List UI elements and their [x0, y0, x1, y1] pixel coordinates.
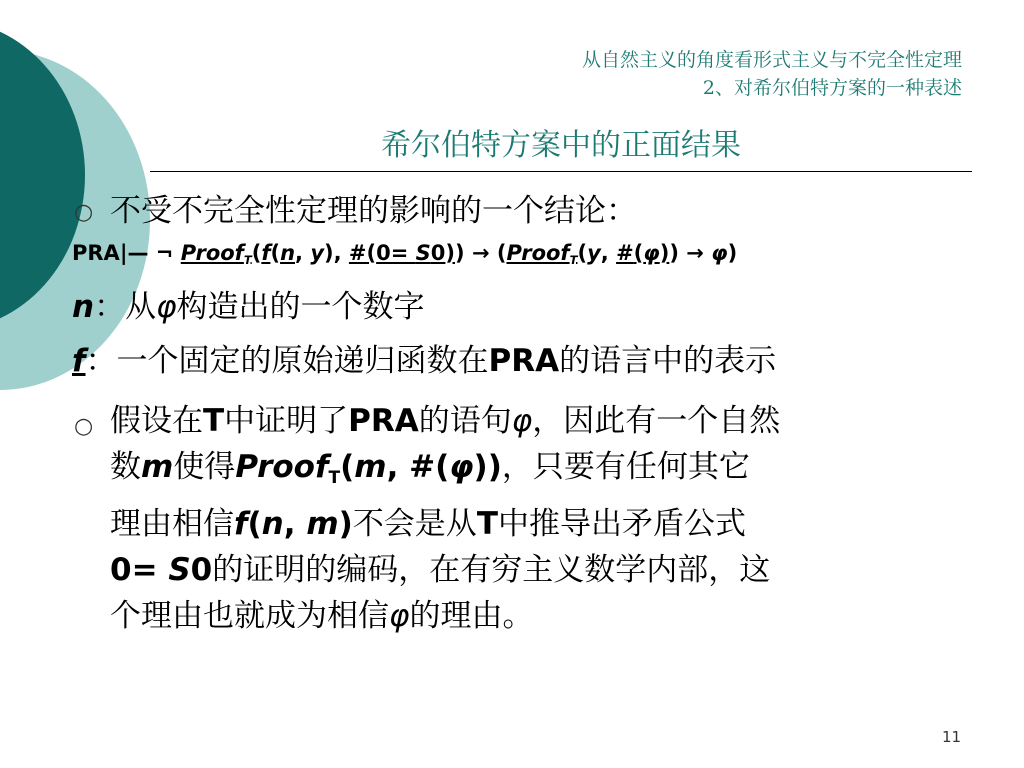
bullet-marker-2-icon: ○ — [74, 414, 94, 439]
slide-header — [582, 46, 962, 102]
bullet-marker-1-icon: ○ — [74, 200, 94, 225]
header-line-1: 从自然主义的角度看形式主义与不完全性定理 — [581, 49, 962, 71]
formula-code-1: #(0= S0) — [348, 241, 456, 265]
page-number: 11 — [942, 728, 962, 746]
para-line-3: 理由相信f(n, m)不会是从T中推导出矛盾公式 — [110, 505, 746, 542]
formula-arrow-1: → — [471, 241, 490, 265]
phi-symbol: φ — [156, 289, 177, 325]
formula-pra: PRA| — [72, 241, 128, 265]
para-line-4: 0= S0的证明的编码，在有穷主义数学内部，这 — [110, 551, 771, 588]
para-line-1: 假设在T中证明了PRA的语句φ，因此有一个自然 — [110, 403, 781, 439]
slide-title: 希尔伯特方案中的正面结果 — [381, 128, 741, 163]
header-line-2: 2、对希尔伯特方案的一种表述 — [702, 77, 962, 99]
formula-n: n — [280, 241, 296, 265]
bullet-1-text: 不受不完全性定理的影响的一个结论： — [110, 193, 637, 229]
formula-proof-2: Proof$_T$ — [506, 241, 578, 268]
formula-code-2: #(φ) — [616, 241, 670, 265]
para-line-2: 数m使得Proof$_T$(m, #(φ))，只要有任何其它 — [110, 449, 750, 488]
formula-turnstile-dash: — — [127, 241, 149, 265]
bullet-2-paragraph — [110, 398, 780, 639]
formula-y-1: y — [310, 241, 325, 265]
formula-f: f — [261, 241, 271, 265]
pra-term: PRA — [488, 343, 560, 379]
formula-arrow-2: → — [686, 241, 704, 265]
f-symbol: f — [72, 343, 86, 379]
formula-line: PRA|— ¬ Proof$_T$(f(n, y), #(0= S0)) → (Proof$_T$(y, #(φ)) → φ) — [72, 241, 738, 268]
n-definition: n：从φ构造出的一个数字 — [72, 289, 425, 325]
n-symbol: n — [72, 289, 95, 325]
formula-negation: ¬ — [155, 241, 174, 265]
formula-y-2: y — [587, 241, 601, 265]
formula-proof-1: Proof$_T$ — [180, 241, 252, 268]
formula-phi: φ — [711, 241, 728, 265]
title-underline — [150, 171, 972, 172]
f-definition: f：一个固定的原始递归函数在PRA的语言中的表示 — [72, 343, 777, 379]
para-line-5: 个理由也就成为相信φ的理由。 — [110, 597, 534, 634]
